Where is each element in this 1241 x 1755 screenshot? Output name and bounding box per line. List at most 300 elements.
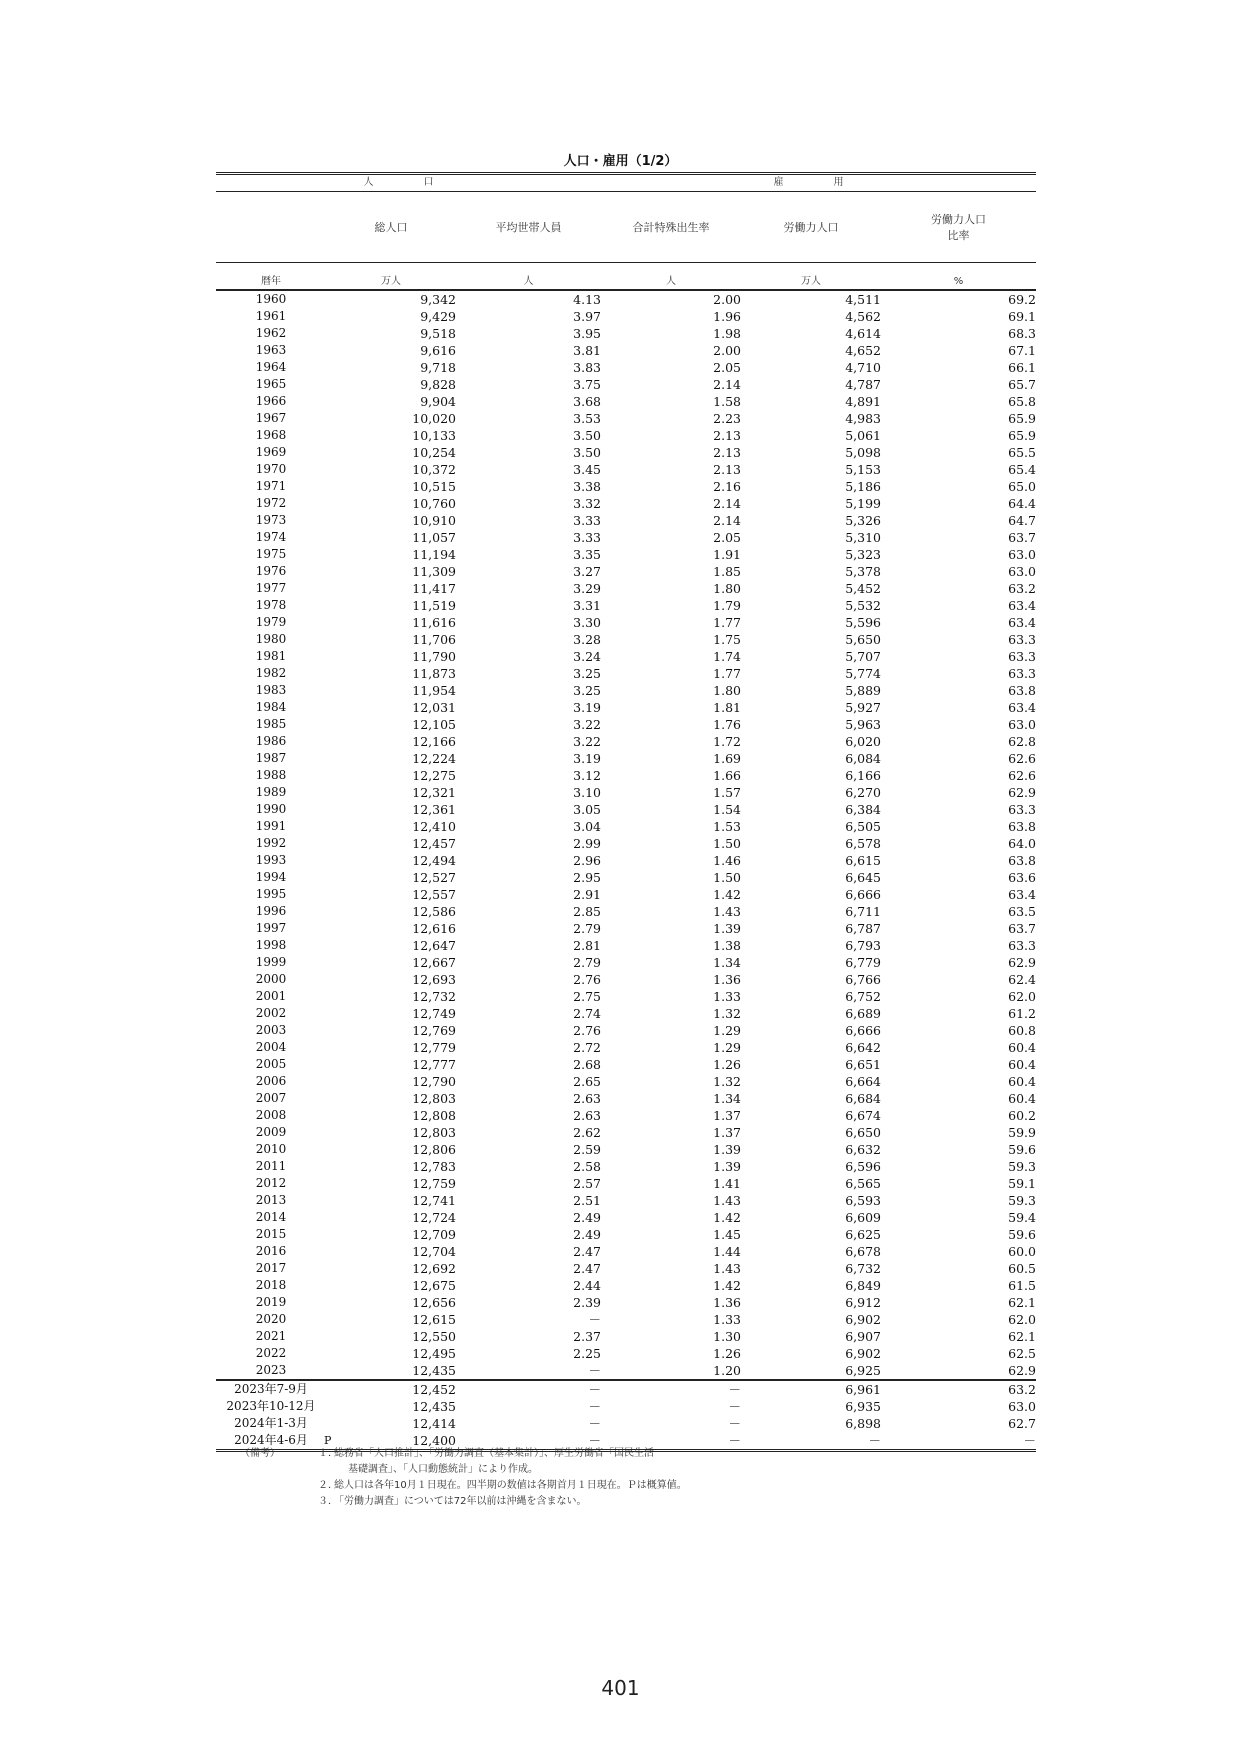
table-row xyxy=(216,903,1036,920)
cell-participation-rate: 63.6 xyxy=(1008,870,1036,885)
cell-total-population: 11,309 xyxy=(412,564,456,579)
cell-year: 1982 xyxy=(255,666,287,680)
cell-labor-force: 4,511 xyxy=(845,292,881,307)
cell-labor-force: 6,678 xyxy=(845,1244,881,1259)
cell-labor-force: 5,153 xyxy=(845,462,881,477)
cell-household-size: 3.05 xyxy=(573,802,601,817)
cell-household-size: 3.25 xyxy=(573,683,601,698)
cell-household-size: 3.75 xyxy=(573,377,601,392)
table-row xyxy=(216,937,1036,954)
cell-fertility-rate: 2.23 xyxy=(713,411,741,426)
cell-labor-force: 6,384 xyxy=(845,802,881,817)
cell-year: 2011 xyxy=(255,1159,287,1173)
cell-participation-rate: 65.0 xyxy=(1008,479,1036,494)
cell-total-population: 12,709 xyxy=(412,1227,456,1242)
cell-year: 1972 xyxy=(255,496,287,510)
cell-household-size: 2.81 xyxy=(573,938,601,953)
cell-total-population: 9,616 xyxy=(420,343,456,358)
cell-household-size: 2.95 xyxy=(573,870,601,885)
cell-fertility-rate: 1.29 xyxy=(713,1040,741,1055)
table-row xyxy=(216,699,1036,716)
table-row xyxy=(216,733,1036,750)
table-row xyxy=(216,444,1036,461)
cell-participation-rate: 65.5 xyxy=(1008,445,1036,460)
cell-fertility-rate: 1.33 xyxy=(713,1312,741,1327)
cell-fertility-rate: 1.81 xyxy=(713,700,741,715)
cell-year: 1980 xyxy=(255,632,287,646)
table-row xyxy=(216,580,1036,597)
cell-total-population: 12,647 xyxy=(412,938,456,953)
header-household-size: 平均世帯人員 xyxy=(495,221,562,234)
cell-fertility-rate: 2.13 xyxy=(713,428,741,443)
cell-fertility-rate: 1.42 xyxy=(713,1210,741,1225)
cell-household-size: 3.53 xyxy=(573,411,601,426)
unit-total-population: 万人 xyxy=(381,276,401,287)
cell-total-population: 12,452 xyxy=(412,1382,456,1397)
cell-household-size: － xyxy=(588,1382,601,1397)
cell-year: 2014 xyxy=(255,1210,287,1224)
cell-year: 1993 xyxy=(255,853,287,867)
cell-year: 2002 xyxy=(255,1006,287,1020)
cell-year: 1986 xyxy=(255,734,287,748)
unit-row xyxy=(216,263,1036,289)
cell-year: 1974 xyxy=(255,530,287,544)
cell-fertility-rate: 1.43 xyxy=(713,1193,741,1208)
cell-total-population: 12,586 xyxy=(412,904,456,919)
cell-participation-rate: 62.9 xyxy=(1008,785,1036,800)
table-row xyxy=(216,767,1036,784)
cell-year: 2001 xyxy=(255,989,287,1003)
cell-participation-rate: 60.4 xyxy=(1008,1057,1036,1072)
table-row xyxy=(216,563,1036,580)
note-line xyxy=(240,1478,687,1494)
cell-household-size: 3.24 xyxy=(573,649,601,664)
header-fertility-rate: 合計特殊出生率 xyxy=(632,221,710,234)
cell-fertility-rate: 1.58 xyxy=(713,394,741,409)
preliminary-marker: P xyxy=(324,1434,332,1447)
table-row xyxy=(216,1226,1036,1243)
cell-household-size: 2.79 xyxy=(573,921,601,936)
cell-year: 1990 xyxy=(255,802,287,816)
cell-total-population: 12,704 xyxy=(412,1244,456,1259)
table-row xyxy=(216,1277,1036,1294)
table-row xyxy=(216,852,1036,869)
cell-household-size: 3.68 xyxy=(573,394,601,409)
cell-labor-force: 6,666 xyxy=(845,887,881,902)
cell-fertility-rate: 1.26 xyxy=(713,1057,741,1072)
cell-fertility-rate: 1.50 xyxy=(713,836,741,851)
cell-total-population: 12,166 xyxy=(412,734,456,749)
cell-total-population: 12,693 xyxy=(412,972,456,987)
cell-participation-rate: 60.4 xyxy=(1008,1040,1036,1055)
table-row xyxy=(216,1294,1036,1311)
cell-household-size: 2.63 xyxy=(573,1108,601,1123)
cell-year: 2015 xyxy=(255,1227,287,1241)
cell-labor-force: 6,907 xyxy=(845,1329,881,1344)
table-row xyxy=(216,427,1036,444)
cell-period: 2023年10-12月 xyxy=(226,1399,316,1413)
cell-participation-rate: 62.9 xyxy=(1008,1363,1036,1378)
cell-labor-force: 5,650 xyxy=(845,632,881,647)
cell-labor-force: 5,098 xyxy=(845,445,881,460)
unit-year: 暦年 xyxy=(261,276,281,287)
cell-total-population: 12,656 xyxy=(412,1295,456,1310)
cell-fertility-rate: 2.13 xyxy=(713,462,741,477)
cell-labor-force: 6,615 xyxy=(845,853,881,868)
note-line xyxy=(240,1446,687,1462)
cell-total-population: 12,777 xyxy=(412,1057,456,1072)
cell-fertility-rate: － xyxy=(728,1433,741,1448)
cell-total-population: 12,557 xyxy=(412,887,456,902)
cell-year: 1969 xyxy=(255,445,287,459)
cell-total-population: 12,527 xyxy=(412,870,456,885)
cell-fertility-rate: 1.34 xyxy=(713,955,741,970)
cell-household-size: 3.29 xyxy=(573,581,601,596)
cell-year: 1973 xyxy=(255,513,287,527)
table-row xyxy=(216,342,1036,359)
cell-labor-force: 6,689 xyxy=(845,1006,881,1021)
cell-fertility-rate: 1.37 xyxy=(713,1108,741,1123)
cell-year: 1999 xyxy=(255,955,287,969)
cell-participation-rate: 64.7 xyxy=(1008,513,1036,528)
cell-participation-rate: 62.9 xyxy=(1008,955,1036,970)
cell-total-population: 11,706 xyxy=(412,632,456,647)
cell-fertility-rate: 2.05 xyxy=(713,360,741,375)
cell-household-size: 2.76 xyxy=(573,972,601,987)
cell-year: 2013 xyxy=(255,1193,287,1207)
cell-fertility-rate: 1.33 xyxy=(713,989,741,1004)
cell-fertility-rate: 1.53 xyxy=(713,819,741,834)
cell-participation-rate: 63.5 xyxy=(1008,904,1036,919)
cell-total-population: 12,494 xyxy=(412,853,456,868)
cell-participation-rate: 59.6 xyxy=(1008,1227,1036,1242)
annual-rows xyxy=(216,291,1036,1379)
table-row xyxy=(216,1345,1036,1362)
table-row xyxy=(216,1398,1036,1415)
cell-labor-force: 6,902 xyxy=(845,1346,881,1361)
cell-year: 1970 xyxy=(255,462,287,476)
cell-participation-rate: 63.7 xyxy=(1008,530,1036,545)
cell-household-size: 3.10 xyxy=(573,785,601,800)
cell-fertility-rate: 1.26 xyxy=(713,1346,741,1361)
cell-participation-rate: 65.8 xyxy=(1008,394,1036,409)
cell-participation-rate: 63.0 xyxy=(1008,547,1036,562)
cell-year: 1987 xyxy=(255,751,287,765)
cell-total-population: 12,769 xyxy=(412,1023,456,1038)
cell-year: 2022 xyxy=(255,1346,287,1360)
cell-household-size: 3.19 xyxy=(573,700,601,715)
cell-fertility-rate: 1.75 xyxy=(713,632,741,647)
cell-household-size: 3.32 xyxy=(573,496,601,511)
cell-participation-rate: 63.3 xyxy=(1008,802,1036,817)
notes-label xyxy=(240,1478,318,1494)
cell-household-size: 2.79 xyxy=(573,955,601,970)
cell-participation-rate: 62.0 xyxy=(1008,989,1036,1004)
cell-year: 1988 xyxy=(255,768,287,782)
cell-fertility-rate: 2.00 xyxy=(713,292,741,307)
cell-labor-force: 4,983 xyxy=(845,411,881,426)
cell-fertility-rate: 2.05 xyxy=(713,530,741,545)
table-row xyxy=(216,1381,1036,1398)
cell-participation-rate: 63.7 xyxy=(1008,921,1036,936)
cell-household-size: 2.75 xyxy=(573,989,601,1004)
cell-participation-rate: 60.4 xyxy=(1008,1074,1036,1089)
cell-labor-force: 5,199 xyxy=(845,496,881,511)
cell-labor-force: 5,186 xyxy=(845,479,881,494)
cell-household-size: 2.49 xyxy=(573,1210,601,1225)
cell-total-population: 10,254 xyxy=(412,445,456,460)
cell-year: 2007 xyxy=(255,1091,287,1105)
cell-participation-rate: 62.1 xyxy=(1008,1295,1036,1310)
cell-fertility-rate: 1.74 xyxy=(713,649,741,664)
cell-participation-rate: 62.6 xyxy=(1008,751,1036,766)
cell-labor-force: 5,927 xyxy=(845,700,881,715)
unit-participation: % xyxy=(953,276,964,287)
cell-year: 1975 xyxy=(255,547,287,561)
cell-year: 1976 xyxy=(255,564,287,578)
cell-fertility-rate: 1.76 xyxy=(713,717,741,732)
cell-labor-force: 6,166 xyxy=(845,768,881,783)
cell-total-population: 10,020 xyxy=(412,411,456,426)
cell-year: 1960 xyxy=(255,292,287,306)
cell-labor-force: 5,378 xyxy=(845,564,881,579)
cell-participation-rate: 59.3 xyxy=(1008,1193,1036,1208)
cell-year: 2018 xyxy=(255,1278,287,1292)
cell-labor-force: 6,270 xyxy=(845,785,881,800)
cell-labor-force: 6,779 xyxy=(845,955,881,970)
header-participation-line2: 比率 xyxy=(947,229,970,242)
table-row xyxy=(216,1362,1036,1379)
cell-year: 1962 xyxy=(255,326,287,340)
cell-fertility-rate: 1.42 xyxy=(713,887,741,902)
cell-participation-rate: 62.4 xyxy=(1008,972,1036,987)
cell-household-size: － xyxy=(588,1363,601,1378)
cell-fertility-rate: 2.14 xyxy=(713,377,741,392)
table-row xyxy=(216,1124,1036,1141)
cell-fertility-rate: 1.80 xyxy=(713,683,741,698)
page-title: 人口・雇用（1/2） xyxy=(563,154,678,169)
cell-fertility-rate: 2.14 xyxy=(713,513,741,528)
cell-fertility-rate: 1.39 xyxy=(713,1159,741,1174)
cell-year: 1964 xyxy=(255,360,287,374)
cell-labor-force: 5,774 xyxy=(845,666,881,681)
cell-total-population: 12,667 xyxy=(412,955,456,970)
cell-participation-rate: 62.8 xyxy=(1008,734,1036,749)
cell-labor-force: 6,632 xyxy=(845,1142,881,1157)
cell-total-population: 9,518 xyxy=(420,326,456,341)
cell-household-size: 4.13 xyxy=(573,292,601,307)
cell-total-population: 11,616 xyxy=(412,615,456,630)
cell-participation-rate: 65.9 xyxy=(1008,428,1036,443)
table-row xyxy=(216,478,1036,495)
cell-participation-rate: 65.4 xyxy=(1008,462,1036,477)
cell-participation-rate: 59.4 xyxy=(1008,1210,1036,1225)
cell-labor-force: 6,766 xyxy=(845,972,881,987)
cell-total-population: 12,410 xyxy=(412,819,456,834)
cell-labor-force: 6,752 xyxy=(845,989,881,1004)
cell-household-size: 2.85 xyxy=(573,904,601,919)
cell-total-population: 12,615 xyxy=(412,1312,456,1327)
cell-household-size: 3.50 xyxy=(573,428,601,443)
cell-labor-force: 6,642 xyxy=(845,1040,881,1055)
cell-participation-rate: 63.8 xyxy=(1008,853,1036,868)
cell-fertility-rate: 2.13 xyxy=(713,445,741,460)
table-row xyxy=(216,1022,1036,1039)
cell-household-size: 2.25 xyxy=(573,1346,601,1361)
table-row xyxy=(216,1107,1036,1124)
cell-labor-force: － xyxy=(868,1433,881,1448)
unit-labor-force: 万人 xyxy=(801,276,821,287)
cell-household-size: 2.63 xyxy=(573,1091,601,1106)
cell-participation-rate: 63.4 xyxy=(1008,615,1036,630)
cell-total-population: 12,616 xyxy=(412,921,456,936)
cell-participation-rate: 63.3 xyxy=(1008,632,1036,647)
cell-participation-rate: 68.3 xyxy=(1008,326,1036,341)
cell-fertility-rate: 1.41 xyxy=(713,1176,741,1191)
cell-participation-rate: 63.4 xyxy=(1008,598,1036,613)
cell-total-population: 12,435 xyxy=(412,1363,456,1378)
note-number: ２． xyxy=(318,1480,338,1491)
cell-total-population: 12,105 xyxy=(412,717,456,732)
cell-participation-rate: 64.4 xyxy=(1008,496,1036,511)
cell-household-size: 2.59 xyxy=(573,1142,601,1157)
cell-total-population: 12,724 xyxy=(412,1210,456,1225)
table-row xyxy=(216,410,1036,427)
cell-household-size: － xyxy=(588,1399,601,1414)
cell-participation-rate: 63.3 xyxy=(1008,666,1036,681)
cell-participation-rate: 63.3 xyxy=(1008,649,1036,664)
cell-total-population: 12,275 xyxy=(412,768,456,783)
cell-fertility-rate: － xyxy=(728,1399,741,1414)
table-row xyxy=(216,393,1036,410)
table-row xyxy=(216,784,1036,801)
cell-total-population: 12,803 xyxy=(412,1091,456,1106)
cell-labor-force: 6,664 xyxy=(845,1074,881,1089)
table-row xyxy=(216,1311,1036,1328)
cell-labor-force: 6,578 xyxy=(845,836,881,851)
header-participation-line1: 労働力人口 xyxy=(931,213,986,226)
cell-labor-force: 6,651 xyxy=(845,1057,881,1072)
cell-household-size: 3.95 xyxy=(573,326,601,341)
table-row xyxy=(216,920,1036,937)
table-row xyxy=(216,988,1036,1005)
cell-household-size: 2.74 xyxy=(573,1006,601,1021)
cell-household-size: 3.81 xyxy=(573,343,601,358)
cell-year: 1978 xyxy=(255,598,287,612)
group-header-row xyxy=(216,175,1036,191)
table-row xyxy=(216,1073,1036,1090)
cell-fertility-rate: 1.96 xyxy=(713,309,741,324)
cell-year: 1989 xyxy=(255,785,287,799)
cell-labor-force: 5,532 xyxy=(845,598,881,613)
cell-fertility-rate: 1.50 xyxy=(713,870,741,885)
cell-fertility-rate: 1.57 xyxy=(713,785,741,800)
cell-participation-rate: 63.2 xyxy=(1008,1382,1036,1397)
cell-labor-force: 4,891 xyxy=(845,394,881,409)
cell-fertility-rate: 1.36 xyxy=(713,972,741,987)
cell-labor-force: 6,935 xyxy=(845,1399,881,1414)
cell-fertility-rate: 1.46 xyxy=(713,853,741,868)
cell-household-size: 3.22 xyxy=(573,734,601,749)
table-row xyxy=(216,325,1036,342)
cell-fertility-rate: 2.16 xyxy=(713,479,741,494)
cell-year: 2020 xyxy=(255,1312,287,1326)
cell-household-size: 2.76 xyxy=(573,1023,601,1038)
cell-year: 2004 xyxy=(255,1040,287,1054)
notes-label: （備考） xyxy=(240,1448,280,1459)
table-row xyxy=(216,308,1036,325)
cell-labor-force: 6,787 xyxy=(845,921,881,936)
cell-total-population: 12,361 xyxy=(412,802,456,817)
page-number: 401 xyxy=(601,1676,640,1700)
cell-participation-rate: 61.5 xyxy=(1008,1278,1036,1293)
notes-label xyxy=(240,1494,318,1510)
cell-year: 1998 xyxy=(255,938,287,952)
cell-fertility-rate: 1.34 xyxy=(713,1091,741,1106)
cell-fertility-rate: 1.54 xyxy=(713,802,741,817)
cell-total-population: 12,435 xyxy=(412,1399,456,1414)
cell-labor-force: 6,565 xyxy=(845,1176,881,1191)
table-row xyxy=(216,512,1036,529)
cell-labor-force: 6,674 xyxy=(845,1108,881,1123)
cell-total-population: 9,429 xyxy=(420,309,456,324)
cell-total-population: 11,790 xyxy=(412,649,456,664)
cell-household-size: 2.51 xyxy=(573,1193,601,1208)
cell-participation-rate: 59.9 xyxy=(1008,1125,1036,1140)
notes xyxy=(240,1446,687,1510)
cell-total-population: 12,550 xyxy=(412,1329,456,1344)
cell-household-size: 3.83 xyxy=(573,360,601,375)
cell-labor-force: 6,666 xyxy=(845,1023,881,1038)
cell-year: 1985 xyxy=(255,717,287,731)
table-row xyxy=(216,835,1036,852)
cell-fertility-rate: 1.29 xyxy=(713,1023,741,1038)
cell-household-size: 2.47 xyxy=(573,1244,601,1259)
cell-household-size: 3.22 xyxy=(573,717,601,732)
table-row xyxy=(216,954,1036,971)
cell-participation-rate: 63.4 xyxy=(1008,887,1036,902)
cell-participation-rate: 65.7 xyxy=(1008,377,1036,392)
cell-household-size: 3.31 xyxy=(573,598,601,613)
note-text: 総人口は各年10月１日現在。四半期の数値は各期首月１日現在。Ｐは概算値。 xyxy=(334,1480,687,1491)
cell-fertility-rate: 1.85 xyxy=(713,564,741,579)
cell-year: 1997 xyxy=(255,921,287,935)
cell-year: 1968 xyxy=(255,428,287,442)
cell-labor-force: 6,684 xyxy=(845,1091,881,1106)
cell-fertility-rate: 1.39 xyxy=(713,1142,741,1157)
cell-labor-force: 6,505 xyxy=(845,819,881,834)
cell-participation-rate: 59.1 xyxy=(1008,1176,1036,1191)
table-row xyxy=(216,291,1036,308)
cell-labor-force: 5,707 xyxy=(845,649,881,664)
cell-year: 2010 xyxy=(255,1142,287,1156)
cell-participation-rate: 60.8 xyxy=(1008,1023,1036,1038)
table-row xyxy=(216,529,1036,546)
table-row xyxy=(216,1005,1036,1022)
cell-labor-force: 6,650 xyxy=(845,1125,881,1140)
cell-participation-rate: － xyxy=(1023,1433,1036,1448)
cell-total-population: 11,417 xyxy=(412,581,456,596)
cell-year: 1977 xyxy=(255,581,287,595)
table-row xyxy=(216,614,1036,631)
table-row xyxy=(216,1415,1036,1432)
cell-year: 1996 xyxy=(255,904,287,918)
cell-labor-force: 4,562 xyxy=(845,309,881,324)
table-row xyxy=(216,801,1036,818)
cell-labor-force: 6,084 xyxy=(845,751,881,766)
cell-total-population: 12,749 xyxy=(412,1006,456,1021)
cell-labor-force: 5,310 xyxy=(845,530,881,545)
